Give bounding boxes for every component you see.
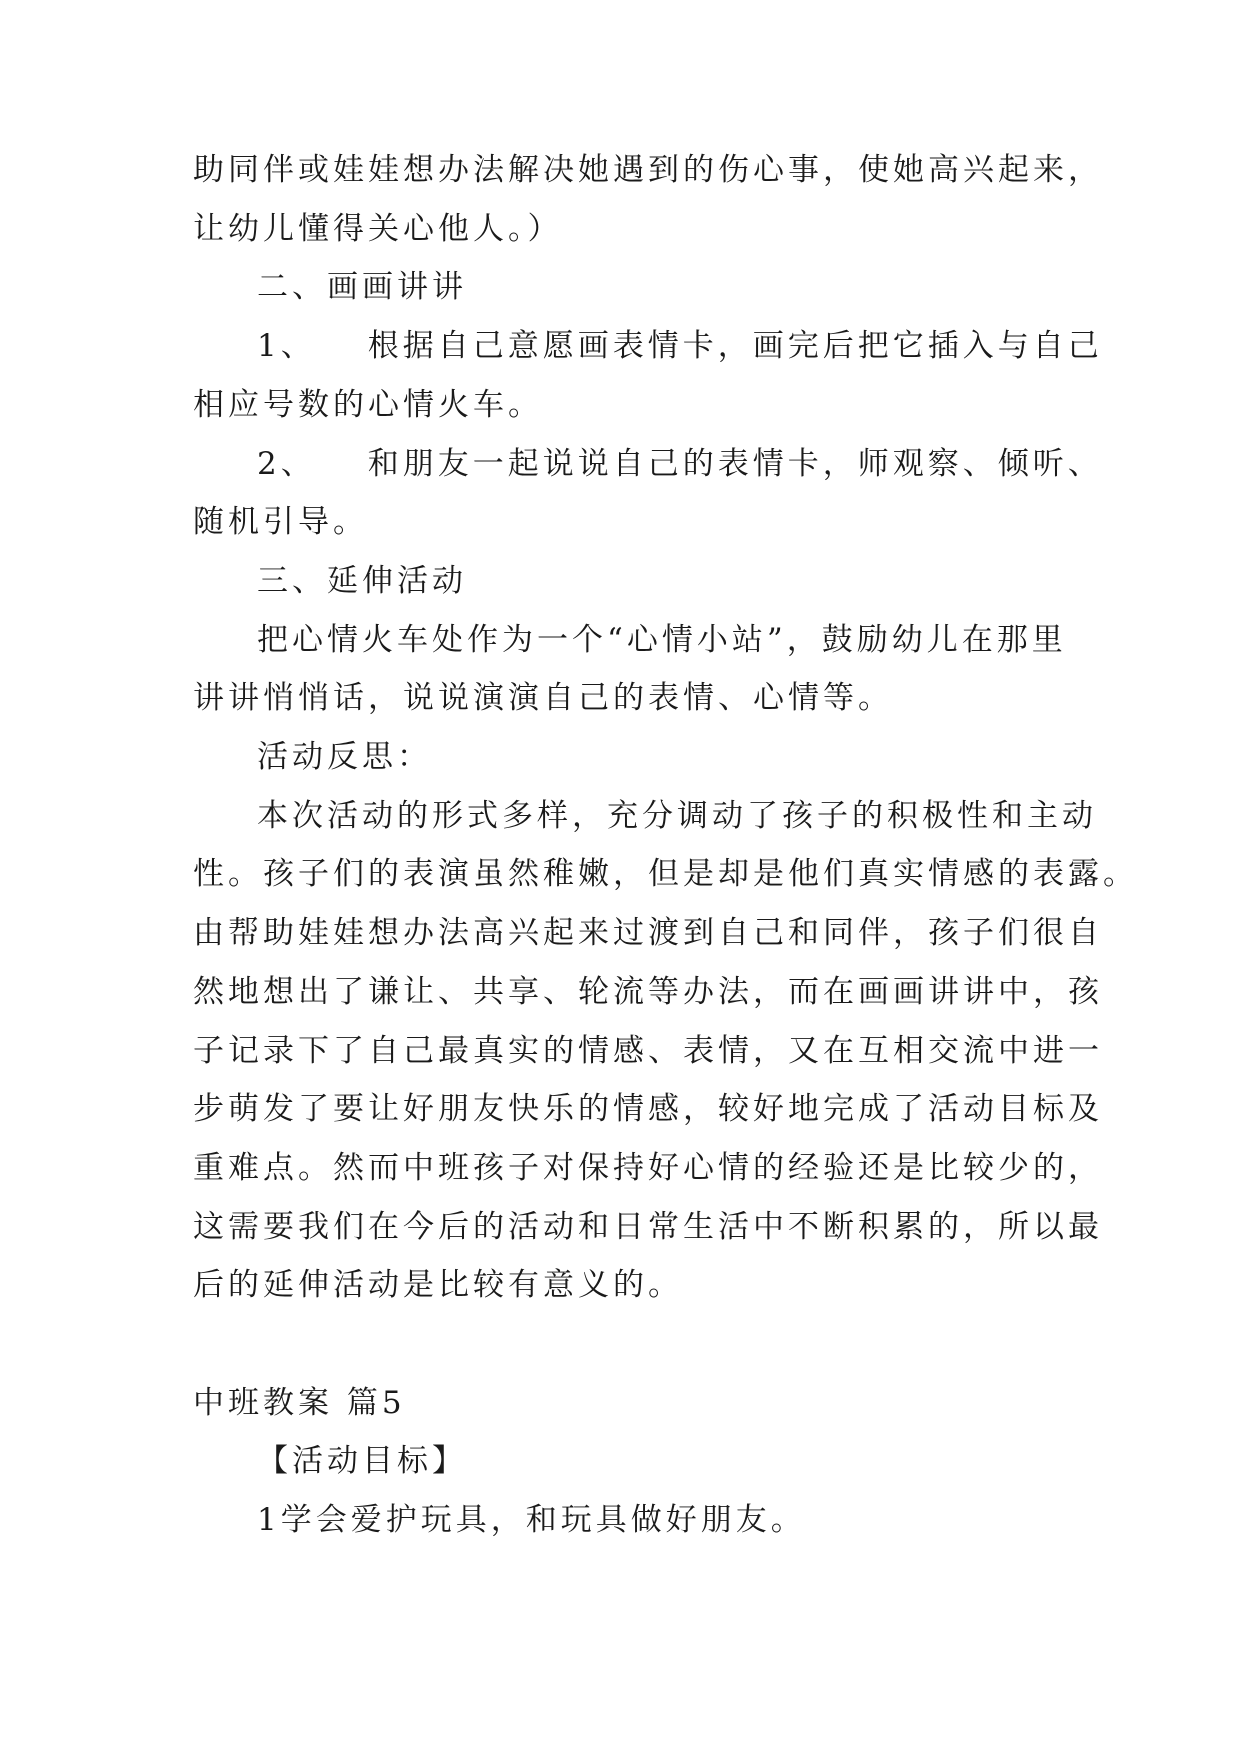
paragraph-line: 这需要我们在今后的活动和日常生活中不断积累的，所以最 — [193, 1209, 1103, 1245]
paragraph-line: 1学会爱护玩具，和玩具做好朋友。 — [257, 1502, 806, 1538]
section-title: 中班教案 篇5 — [193, 1385, 406, 1421]
list-item-text: 和朋友一起说说自己的表情卡，师观察、倾听、 — [367, 446, 1103, 482]
paragraph-line: 然地想出了谦让、共享、轮流等办法，而在画画讲讲中，孩 — [193, 974, 1103, 1010]
paragraph-line: 让幼儿懂得关心他人。） — [193, 211, 563, 247]
paragraph-line: 重难点。然而中班孩子对保持好心情的经验还是比较少的， — [193, 1150, 1103, 1186]
list-item-text: 根据自己意愿画表情卡，画完后把它插入与自己 — [367, 328, 1103, 364]
paragraph-line: 由帮助娃娃想办法高兴起来过渡到自己和同伴，孩子们很自 — [193, 915, 1103, 951]
list-item — [257, 326, 1103, 366]
paragraph-line: 随机引导。 — [193, 504, 368, 540]
paragraph-line: 子记录下了自己最真实的情感、表情，又在互相交流中进一 — [193, 1033, 1103, 1069]
paragraph-line: 后的延伸活动是比较有意义的。 — [193, 1267, 683, 1303]
list-number: 2、 — [257, 446, 316, 482]
paragraph-line: 助同伴或娃娃想办法解决她遇到的伤心事，使她高兴起来， — [193, 152, 1103, 188]
list-number: 1、 — [257, 328, 316, 364]
paragraph-line: 步萌发了要让好朋友快乐的情感，较好地完成了活动目标及 — [193, 1091, 1103, 1127]
paragraph-line: 性。孩子们的表演虽然稚嫩，但是却是他们真实情感的表露。 — [193, 856, 1138, 892]
paragraph-line: 讲讲悄悄话，说说演演自己的表情、心情等。 — [193, 680, 893, 716]
section-heading: 活动反思： — [257, 739, 432, 775]
section-heading: 三、延伸活动 — [257, 563, 467, 599]
section-heading: 【活动目标】 — [257, 1443, 467, 1479]
list-item — [257, 444, 1103, 484]
paragraph-line: 本次活动的形式多样，充分调动了孩子的积极性和主动 — [257, 798, 1097, 834]
paragraph-line: 把心情火车处作为一个“心情小站”，鼓励幼儿在那里 — [257, 622, 1067, 658]
section-heading: 二、画画讲讲 — [257, 269, 467, 305]
paragraph-line: 相应号数的心情火车。 — [193, 387, 543, 423]
